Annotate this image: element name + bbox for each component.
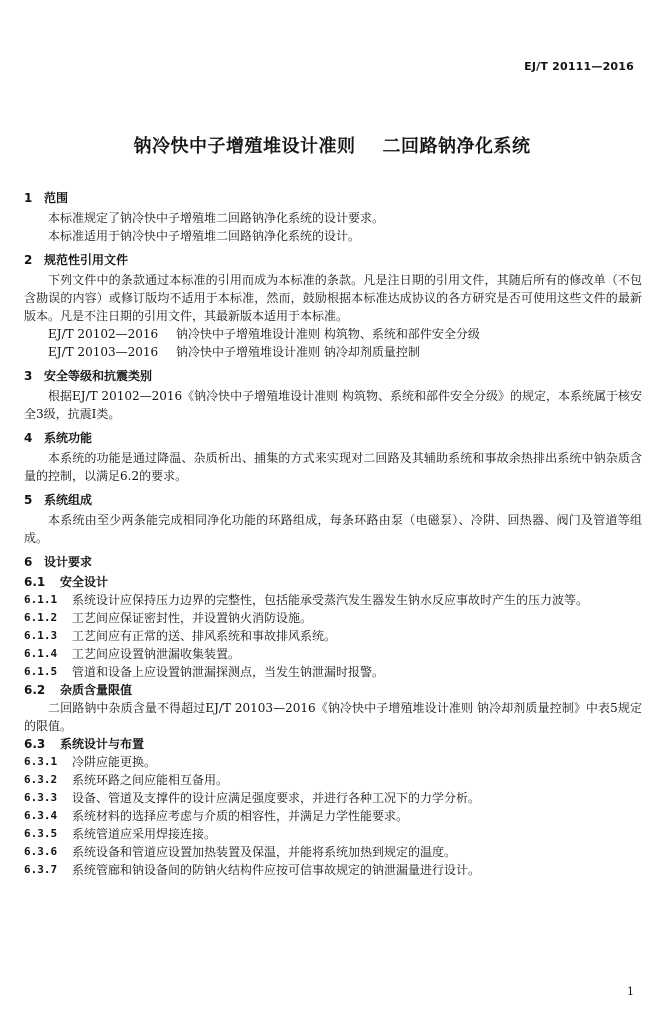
subsection-number: 6.2 [24, 683, 46, 697]
clause-item [24, 609, 642, 627]
reference-title: 钠冷快中子增殖堆设计准则 构筑物、系统和部件安全分级 [176, 327, 480, 341]
section-number: 5 [24, 493, 33, 507]
clause-item [24, 771, 642, 789]
clause-number: 6.3.1 [24, 755, 58, 768]
paragraph: 二回路钠中杂质含量不得超过EJ/T 20103—2016《钠冷快中子增殖堆设计准则 钠冷却剂质量控制》中表5规定的限值。 [24, 701, 642, 733]
subsection-number: 6.1 [24, 575, 46, 589]
paragraph: 下列文件中的条款通过本标准的引用而成为本标准的条款。凡是注日期的引用文件，其随后所有的修改单（不包含勘误的内容）或修订版均不适用于本标准，然而，鼓励根据本标准达成协议的各方研究是否可使用这些文件的最新版本。凡是不注日期的引用文件，其最新版本适用于本标准。 [24, 273, 642, 323]
clause-text: 系统管廊和钠设备间的防钠火结构件应按可信事故规定的钠泄漏量进行设计。 [72, 863, 481, 877]
reference-code: EJ/T 20103—2016 [48, 345, 159, 359]
clause-text: 设备、管道及支撑件的设计应满足强度要求，并进行各种工况下的力学分析。 [72, 791, 481, 805]
section-heading-2 [24, 251, 642, 269]
clause-item [24, 591, 642, 609]
page-number: 1 [627, 985, 634, 998]
section-title: 范围 [44, 191, 69, 205]
section-title: 设计要求 [44, 555, 93, 569]
section-number: 6 [24, 555, 33, 569]
section-title: 系统功能 [44, 431, 93, 445]
clause-text: 系统管道应采用焊接连接。 [72, 827, 217, 841]
subsection-heading-6-1 [24, 573, 642, 591]
paragraph: 本系统由至少两条能完成相同净化功能的环路组成，每条环路由泵（电磁泵）、冷阱、回热器、阀门及管道等组成。 [24, 513, 642, 545]
clause-number: 6.1.1 [24, 593, 58, 606]
clause-number: 6.1.4 [24, 647, 58, 660]
paragraph: 本标准规定了钠冷快中子增殖堆二回路钠净化系统的设计要求。 [48, 211, 385, 225]
document-title: 钠冷快中子增殖堆设计准则 二回路钠净化系统 [133, 136, 531, 157]
clause-text: 工艺间应保证密封性，并设置钠火消防设施。 [72, 611, 313, 625]
section-title: 安全等级和抗震类别 [44, 369, 153, 383]
reference-title: 钠冷快中子增殖堆设计准则 钠冷却剂质量控制 [176, 345, 420, 359]
reference-code: EJ/T 20102—2016 [48, 327, 159, 341]
clause-text: 工艺间应有正常的送、排风系统和事故排风系统。 [72, 629, 337, 643]
paragraph: 本标准适用于钠冷快中子增殖堆二回路钠净化系统的设计。 [48, 229, 361, 243]
clause-item [24, 825, 642, 843]
paragraph: 本系统的功能是通过降温、杂质析出、捕集的方式来实现对二回路及其辅助系统和事故余热排出系统中钠杂质含量的控制，以满足6.2的要求。 [24, 451, 642, 483]
clause-number: 6.3.5 [24, 827, 58, 840]
clause-item [24, 843, 642, 861]
reference-item [24, 325, 642, 343]
subsection-title: 系统设计与布置 [60, 737, 145, 751]
clause-text: 系统环路之间应能相互备用。 [72, 773, 229, 787]
section-heading-1 [24, 189, 642, 207]
clause-item [24, 807, 642, 825]
clause-number: 6.3.2 [24, 773, 58, 786]
clause-item [24, 861, 642, 879]
clause-text: 系统设计应保持压力边界的完整性，包括能承受蒸汽发生器发生钠水反应事故时产生的压力波等。 [72, 593, 589, 607]
clause-number: 6.1.5 [24, 665, 58, 678]
section-number: 1 [24, 191, 33, 205]
clause-number: 6.1.2 [24, 611, 58, 624]
subsection-title: 杂质含量限值 [60, 683, 133, 697]
document-body [24, 189, 642, 879]
standard-code: EJ/T 20111—2016 [524, 60, 634, 73]
paragraph: 根据EJ/T 20102—2016《钠冷快中子增殖堆设计准则 构筑物、系统和部件安全分级》的规定，本系统属于核安全3级，抗震Ⅰ类。 [24, 389, 642, 421]
clause-item [24, 645, 642, 663]
clause-text: 系统材料的选择应考虑与介质的相容性，并满足力学性能要求。 [72, 809, 409, 823]
clause-item [24, 627, 642, 645]
section-title: 规范性引用文件 [44, 253, 129, 267]
section-title: 系统组成 [44, 493, 93, 507]
section-heading-3 [24, 367, 642, 385]
clause-text: 管道和设备上应设置钠泄漏探测点，当发生钠泄漏时报警。 [72, 665, 385, 679]
subsection-heading-6-3 [24, 735, 642, 753]
clause-item [24, 663, 642, 681]
clause-number: 6.3.6 [24, 845, 58, 858]
clause-text: 系统设备和管道应设置加热装置及保温，并能将系统加热到规定的温度。 [72, 845, 457, 859]
subsection-number: 6.3 [24, 737, 46, 751]
section-heading-4 [24, 429, 642, 447]
subsection-heading-6-2 [24, 681, 642, 699]
clause-number: 6.3.7 [24, 863, 58, 876]
clause-text: 冷阱应能更换。 [72, 755, 157, 769]
clause-number: 6.3.4 [24, 809, 58, 822]
section-heading-5 [24, 491, 642, 509]
section-number: 3 [24, 369, 33, 383]
reference-item [24, 343, 642, 361]
section-number: 4 [24, 431, 33, 445]
section-heading-6 [24, 553, 642, 571]
clause-number: 6.3.3 [24, 791, 58, 804]
clause-number: 6.1.3 [24, 629, 58, 642]
clause-item [24, 753, 642, 771]
section-number: 2 [24, 253, 33, 267]
clause-item [24, 789, 642, 807]
subsection-title: 安全设计 [60, 575, 109, 589]
clause-text: 工艺间应设置钠泄漏收集装置。 [72, 647, 241, 661]
